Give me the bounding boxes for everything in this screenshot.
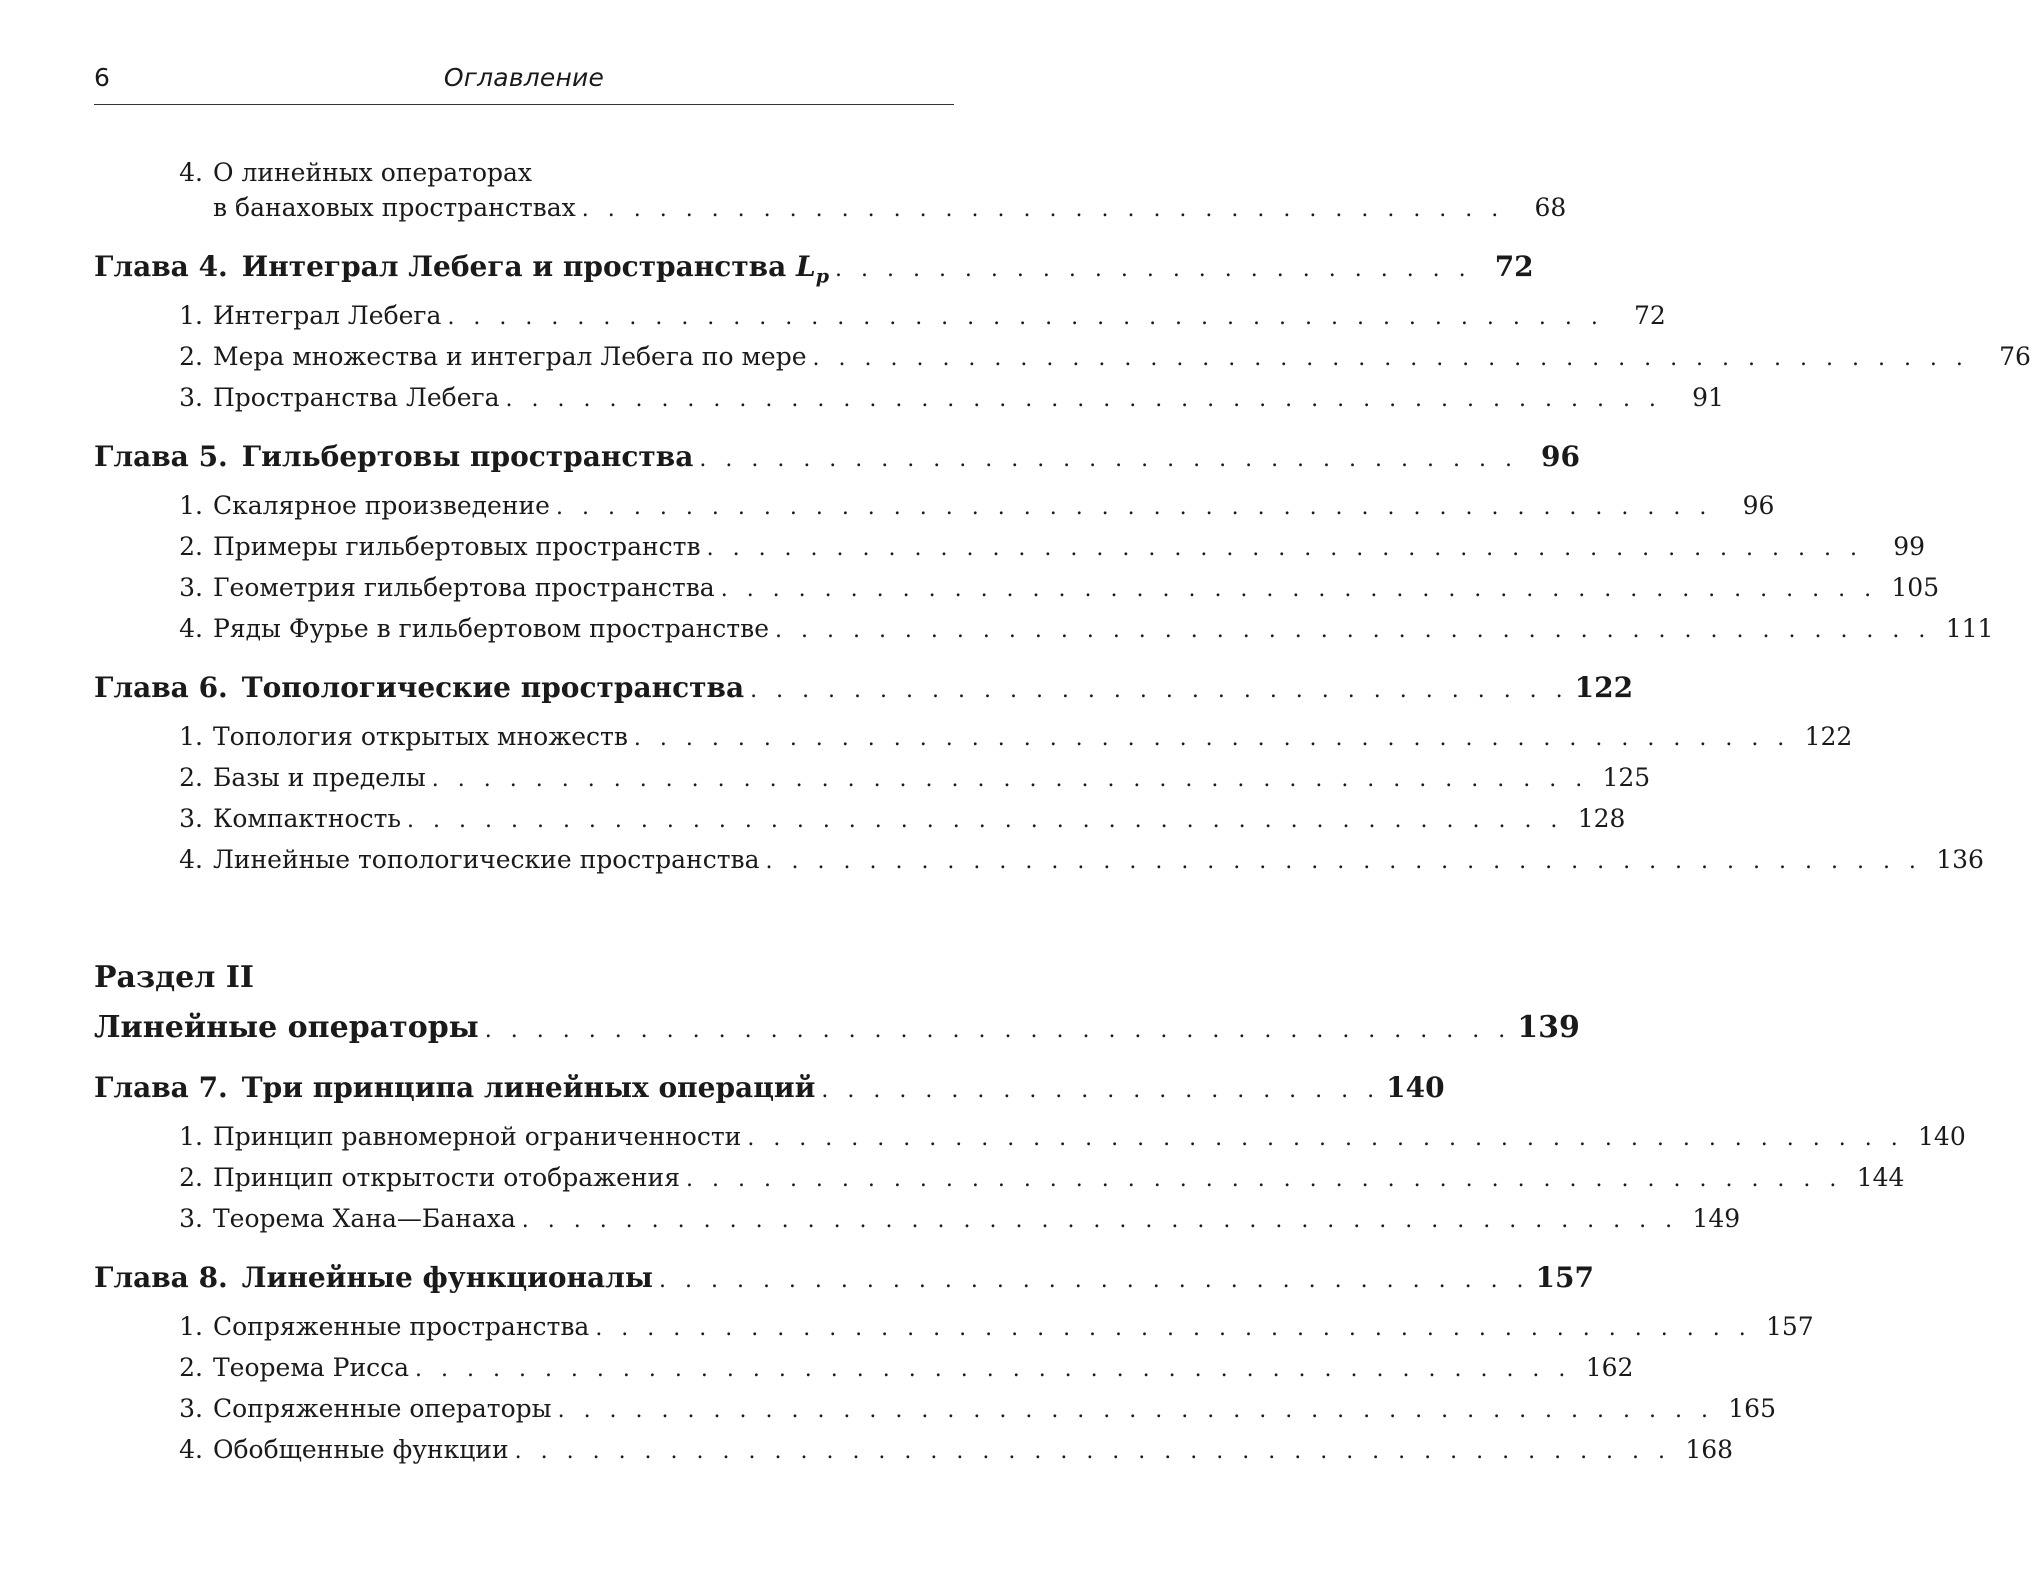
leader-dots: . . . . . . . . . . . . . . . . . . . . . . . . . . . . . . . . . . . . . . . . . . . . . (812, 346, 1969, 371)
leader-dots: . . . . . . . . . . . . . . . . . . . . . . . . . . . . . . . . . . . . . . . . (484, 1018, 1512, 1043)
leader-dots: . . . . . . . . . . . . . . . . . . . . . . . . . . . . . . . . . . . . . . . . . . . . . (555, 495, 1713, 520)
entry-page: 91 (1692, 383, 1724, 412)
chapter-page: 157 (1535, 1261, 1594, 1294)
entry-page: 68 (1534, 193, 1567, 222)
entry-title: Скалярное произведение (213, 491, 550, 520)
leader-dots: . . . . . . . . . . . . . . . . . . . . . . . . . . . . . . . . . . . . (581, 197, 1505, 222)
entry-number: 1. (179, 491, 203, 520)
leader-dots: . . . . . . . . . . . . . . . . . . . . . . . . . . . . . . . . . . . . . . . . . . . . . (514, 1439, 1672, 1464)
toc-entry (94, 383, 1724, 412)
part-label-text: Раздел II (94, 960, 254, 995)
chapter-heading (94, 671, 1634, 704)
leader-dots: . . . . . . . . . . . . . . . . . . . . . . . . . . . . . . . . . . . . . . . . . . . . . (415, 1357, 1572, 1382)
entry-page: 157 (1766, 1312, 1814, 1341)
entry-number: 3. (179, 573, 203, 602)
part-label (94, 960, 954, 995)
entry-number: 4. (179, 158, 203, 187)
entry-title: Примеры гильбертовых пространств (213, 532, 701, 561)
chapter-label: Глава 5. (94, 440, 228, 473)
entry-number: 2. (179, 532, 203, 561)
chapter-heading (94, 1071, 1445, 1104)
toc-entry (94, 301, 1666, 330)
leader-dots: . . . . . . . . . . . . . . . . . . . . . . . . . . . . . . . . (699, 447, 1518, 472)
entry-title: Пространства Лебега (213, 383, 500, 412)
entry-number: 4. (179, 1435, 203, 1464)
entry-number: 2. (179, 342, 203, 371)
entry-title: Интеграл Лебега (213, 301, 442, 330)
entry-page: 140 (1918, 1122, 1966, 1151)
entry-number: 3. (179, 804, 203, 833)
entry-page: 72 (1634, 301, 1666, 330)
entry-number: 4. (179, 614, 203, 643)
chapter-title: Топологические пространства (241, 671, 745, 704)
entry-title: Принцип открытости отображения (213, 1163, 680, 1192)
toc-entry (94, 1435, 1734, 1464)
chapter-label: Глава 6. (94, 671, 228, 704)
toc-entry (94, 1312, 1814, 1341)
toc-entry (94, 342, 2031, 371)
leader-dots: . . . . . . . . . . . . . . . . . . . . . . . . . . . . . . . . . . . . . . . . . . . . . (505, 387, 1662, 412)
toc-entry (94, 573, 1940, 602)
toc-entry (94, 763, 1651, 792)
toc-entry (94, 845, 1984, 874)
leader-dots: . . . . . . . . . . . . . . . . . . . . . . . . . (835, 257, 1472, 282)
chapter-heading (94, 440, 1580, 473)
chapter-page: 96 (1540, 440, 1580, 473)
chapter-label: Глава 7. (94, 1071, 228, 1104)
chapter-heading (94, 1261, 1594, 1294)
toc-entry (94, 722, 1853, 751)
leader-dots: . . . . . . . . . . . . . . . . . . . . . . . . . . . . . . . . . . . . . . . . . . . . . (521, 1208, 1679, 1233)
entry-number: 1. (179, 1122, 203, 1151)
leader-dots: . . . . . . . . . . . . . . . . . . . . . . . . . . . . . . . . . . . . . . . . . . . . . (431, 767, 1589, 792)
entry-page: 122 (1804, 722, 1853, 751)
entry-title-continued: в банаховых пространствах (213, 193, 576, 222)
part-page: 139 (1517, 1010, 1580, 1045)
entry-page: 111 (1945, 614, 1994, 643)
page-number: 6 (94, 63, 110, 92)
entry-number: 1. (179, 301, 203, 330)
entry-title: Теорема Рисса (213, 1353, 410, 1382)
toc-entry (94, 614, 1994, 643)
entry-page: 144 (1856, 1163, 1905, 1192)
entry-page: 125 (1602, 763, 1651, 792)
entry-page: 99 (1893, 532, 1925, 561)
entry-number: 3. (179, 1394, 203, 1423)
chapter-page: 72 (1494, 250, 1534, 283)
leader-dots: . . . . . . . . . . . . . . . . . . . . . . . . . . . . . . . . . . . . . . . . . . . . . (686, 1167, 1843, 1192)
entry-number: 1. (179, 1312, 203, 1341)
toc-entry (94, 532, 1925, 561)
math-symbol: $L_p$ (796, 250, 829, 288)
chapter-title: Три принципа линейных операций (241, 1071, 816, 1104)
toc-entry (94, 1394, 1776, 1423)
leader-dots: . . . . . . . . . . . . . . . . . . . . . . . . . . . . . . . . . . . . . . . . . . . . . (407, 808, 1564, 833)
chapter-title: Гильбертовы пространства (241, 440, 694, 473)
running-title: Оглавление (443, 63, 605, 92)
chapter-page: 122 (1574, 671, 1634, 704)
entry-title: Топология открытых множеств (213, 722, 628, 751)
entry-page: 96 (1742, 491, 1775, 520)
toc-entry (94, 1204, 1741, 1233)
leader-dots: . . . . . . . . . . . . . . . . . . . . . . . . . . . . . . . . . . . . . . . . . . . . . (775, 618, 1932, 643)
entry-title: Мера множества и интеграл Лебега по мере (213, 342, 807, 371)
toc-entry (94, 1163, 1905, 1192)
chapter-title: Линейные функционалы (241, 1261, 653, 1294)
leader-dots: . . . . . . . . . . . . . . . . . . . . . . . . . . . . . . . . . . . . . . . . . . . . . (633, 726, 1791, 751)
entry-page: 76 (1999, 342, 2031, 371)
entry-number: 3. (179, 1204, 203, 1233)
entry-page: 162 (1585, 1353, 1634, 1382)
leader-dots: . . . . . . . . . . . . . . . . . . . . . . . . . . . . . . . . . . . . . . . . . . . . . (747, 1126, 1904, 1151)
entry-title: О линейных операторах (213, 158, 533, 187)
part-title: Линейные операторы (94, 1010, 479, 1045)
leader-dots: . . . . . . . . . . . . . . . . . . . . . . . . . . . . . . . . . . . . . . . . . . . . . (706, 536, 1863, 561)
entry-number: 4. (179, 845, 203, 874)
entry-number: 2. (179, 763, 203, 792)
leader-dots: . . . . . . . . . . . . . . . . . . . . . . . . . . . . . . . . . . . . . . . . . . . . . (720, 577, 1878, 602)
entry-page: 168 (1685, 1435, 1734, 1464)
entry-title: Теорема Хана—Банаха (213, 1204, 516, 1233)
leader-dots: . . . . . . . . . . . . . . . . . . . . . . . . . . . . . . . . . . . . . . . . . . . . . (595, 1316, 1752, 1341)
leader-dots: . . . . . . . . . . . . . . . . . . . . . . . . . . . . . . . . . . (659, 1268, 1530, 1293)
entry-title: Геометрия гильбертова пространства (213, 573, 715, 602)
part-heading (94, 1010, 1580, 1045)
toc-entry (94, 1353, 1634, 1382)
chapter-page: 140 (1386, 1071, 1445, 1104)
entry-page: 136 (1936, 845, 1984, 874)
toc-entry-continuation (94, 193, 1567, 222)
leader-dots: . . . . . . . . . . . . . . . . . . . . . . . . . . . . . . . . . . . . . . . . . . . . . (447, 305, 1604, 330)
toc-entry (94, 158, 954, 187)
entry-title: Ряды Фурье в гильбертовом пространстве (213, 614, 769, 643)
chapter-title: Интеграл Лебега и пространства (241, 250, 787, 283)
toc-entry (94, 491, 1775, 520)
leader-dots: . . . . . . . . . . . . . . . . . . . . . . . . . . . . . . . . . . . . . . . . . . . . . (557, 1398, 1714, 1423)
entry-title: Сопряженные пространства (213, 1312, 590, 1341)
entry-title: Базы и пределы (213, 763, 426, 792)
chapter-label: Глава 8. (94, 1261, 228, 1294)
leader-dots: . . . . . . . . . . . . . . . . . . . . . . . . . . . . . . . . (750, 678, 1569, 703)
entry-number: 2. (179, 1353, 203, 1382)
chapter-heading (94, 250, 1534, 288)
entry-page: 105 (1891, 573, 1940, 602)
entry-page: 128 (1577, 804, 1626, 833)
leader-dots: . . . . . . . . . . . . . . . . . . . . . . (821, 1078, 1381, 1103)
entry-title: Сопряженные операторы (213, 1394, 552, 1423)
entry-number: 1. (179, 722, 203, 751)
entry-title: Принцип равномерной ограниченности (213, 1122, 742, 1151)
entry-title: Линейные топологические пространства (213, 845, 760, 874)
entry-page: 165 (1728, 1394, 1776, 1423)
entry-number: 3. (179, 383, 203, 412)
toc-entry (94, 804, 1626, 833)
entry-title: Обобщенные функции (213, 1435, 509, 1464)
running-header (94, 60, 954, 105)
toc-entry (94, 1122, 1966, 1151)
entry-number: 2. (179, 1163, 203, 1192)
entry-title: Компактность (213, 804, 402, 833)
chapter-label: Глава 4. (94, 250, 228, 283)
entry-page: 149 (1692, 1204, 1741, 1233)
leader-dots: . . . . . . . . . . . . . . . . . . . . . . . . . . . . . . . . . . . . . . . . . . . . . (765, 849, 1922, 874)
